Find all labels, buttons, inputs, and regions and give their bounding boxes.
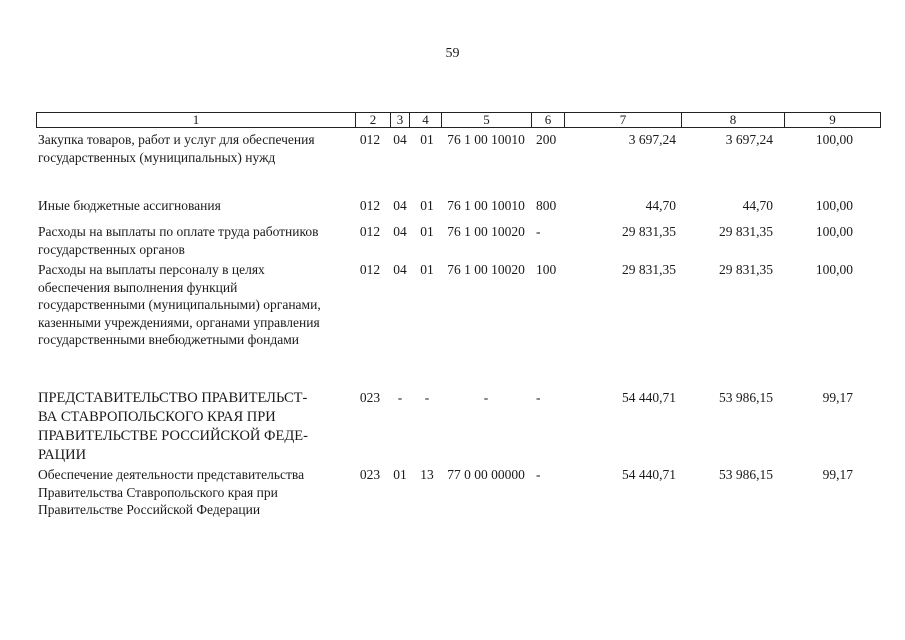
cell-col-5: 77 0 00 00000 (447, 467, 525, 482)
cell-col-8: 29 831,35 (719, 262, 773, 277)
row-description (38, 389, 358, 465)
cell-col-9: 99,17 (822, 467, 853, 482)
cell-col-6: - (536, 390, 541, 405)
cell-col-2: 023 (359, 467, 381, 482)
cell-col-3: 01 (393, 467, 407, 482)
cell-col-6: - (536, 224, 541, 239)
cell-col-8: 53 986,15 (719, 467, 773, 482)
description-line: обеспечения выполнения функций (38, 279, 238, 295)
row-description (38, 223, 358, 258)
cell-col-3: - (397, 390, 403, 405)
description-line: Правительстве Российской Федерации (38, 502, 261, 517)
description-line: Правительства Ставропольского края при (38, 484, 278, 500)
cell-col-4: - (424, 390, 430, 405)
cell-col-3: 04 (393, 132, 407, 147)
description-line: Закупка товаров, работ и услуг для обеспечения (38, 132, 315, 147)
cell-col-4: 01 (420, 224, 434, 239)
row-description (38, 197, 358, 215)
description-line: ПРЕДСТАВИТЕЛЬСТВО ПРАВИТЕЛЬСТ- (38, 390, 308, 406)
cell-col-5: 76 1 00 10020 (447, 262, 525, 277)
cell-col-2: 012 (359, 262, 381, 277)
cell-col-7: 54 440,71 (622, 467, 676, 482)
cell-col-8: 29 831,35 (719, 224, 773, 239)
cell-col-2: 023 (359, 390, 381, 405)
row-description (38, 261, 358, 349)
cell-col-4: 01 (420, 132, 434, 147)
description-line: ВА СТАВРОПОЛЬСКОГО КРАЯ ПРИ (38, 409, 276, 425)
cell-col-5: 76 1 00 10010 (447, 132, 525, 147)
cell-col-2: 012 (359, 132, 381, 147)
cell-col-7: 44,70 (645, 198, 676, 213)
cell-col-9: 100,00 (815, 262, 853, 277)
cell-col-9: 100,00 (815, 132, 853, 147)
cell-col-3: 04 (393, 198, 407, 213)
cell-col-4: 01 (420, 198, 434, 213)
cell-col-3: 04 (393, 262, 407, 277)
row-description (38, 466, 358, 519)
cell-col-8: 3 697,24 (725, 132, 773, 147)
header-col-8: 8 (681, 113, 784, 127)
cell-col-9: 100,00 (815, 198, 853, 213)
cell-col-2: 012 (359, 224, 381, 239)
header-col-4: 4 (409, 113, 441, 127)
cell-col-5: 76 1 00 10020 (447, 224, 525, 239)
description-line: казенными учреждениями, органами управления (38, 314, 320, 330)
cell-col-9: 100,00 (815, 224, 853, 239)
cell-col-4: 01 (420, 262, 434, 277)
description-line: государственных органов (38, 241, 185, 257)
header-col-9: 9 (784, 113, 880, 127)
cell-col-7: 29 831,35 (622, 224, 676, 239)
cell-col-7: 29 831,35 (622, 262, 676, 277)
cell-col-9: 99,17 (822, 390, 853, 405)
cell-col-6: 800 (536, 198, 557, 213)
description-line: РАЦИИ (38, 447, 87, 463)
page-number: 59 (445, 46, 460, 61)
cell-col-6: 200 (536, 132, 557, 147)
description-line: Расходы на выплаты по оплате труда работников (38, 224, 319, 239)
header-col-1: 1 (192, 112, 200, 127)
description-line: Иные бюджетные ассигнования (38, 198, 221, 213)
header-col-6: 6 (531, 113, 564, 127)
cell-col-4: 13 (420, 467, 434, 482)
description-line: Обеспечение деятельности представительства (38, 467, 305, 482)
cell-col-2: 012 (359, 198, 381, 213)
cell-col-6: - (536, 467, 541, 482)
cell-col-6: 100 (536, 262, 557, 277)
description-line: ПРАВИТЕЛЬСТВЕ РОССИЙСКОЙ ФЕДЕ- (38, 428, 308, 444)
cell-col-8: 53 986,15 (719, 390, 773, 405)
row-description (38, 131, 358, 166)
header-col-7: 7 (564, 113, 681, 127)
cell-col-5: - (483, 390, 489, 405)
header-col-3: 3 (390, 113, 409, 127)
header-col-2: 2 (355, 113, 390, 127)
description-line: государственных (муниципальных) нужд (38, 149, 276, 165)
cell-col-7: 3 697,24 (628, 132, 676, 147)
cell-col-5: 76 1 00 10010 (447, 198, 525, 213)
cell-col-3: 04 (393, 224, 407, 239)
cell-col-8: 44,70 (742, 198, 773, 213)
description-line: Расходы на выплаты персоналу в целях (38, 262, 265, 277)
description-line: государственными внебюджетными фондами (38, 332, 300, 347)
cell-col-7: 54 440,71 (622, 390, 676, 405)
description-line: государственными (муниципальными) органами, (38, 297, 321, 312)
table-header (36, 112, 881, 128)
header-col-5: 5 (441, 113, 531, 127)
